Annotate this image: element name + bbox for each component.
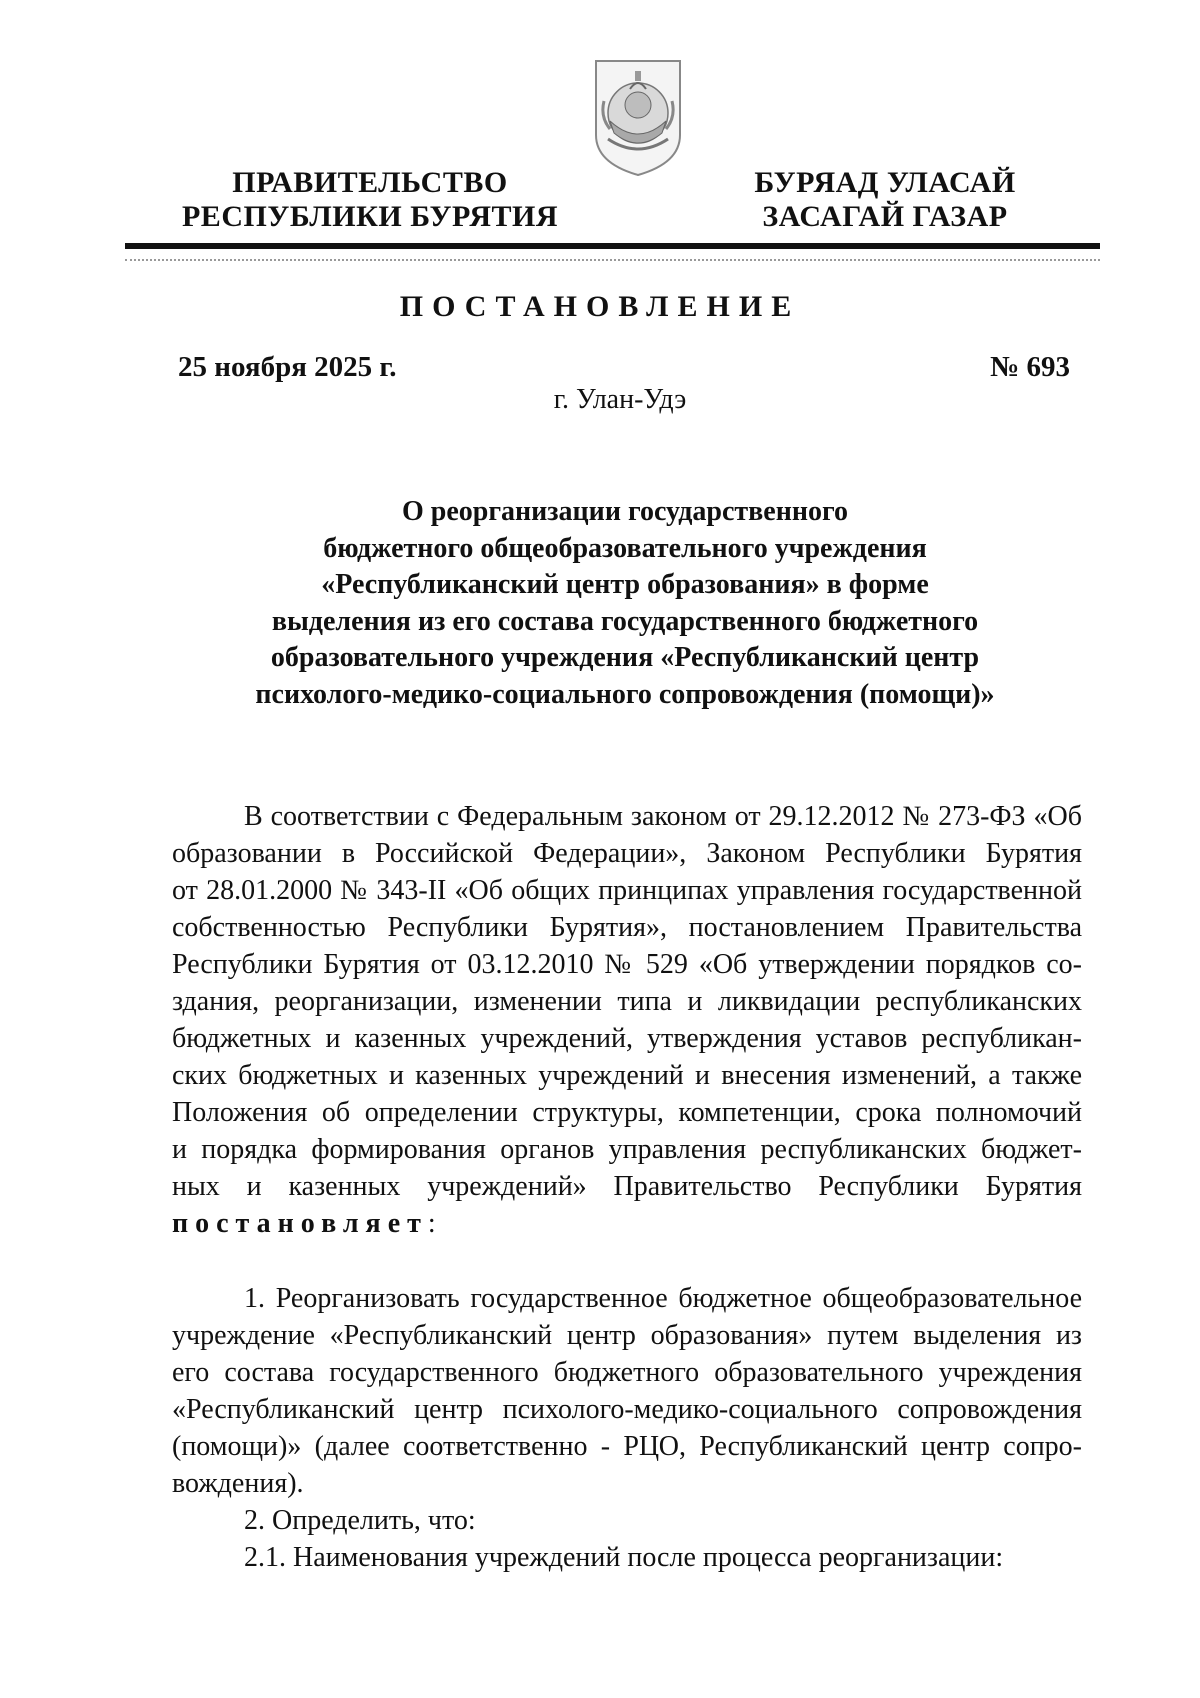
org-name-russian [160,166,580,234]
preamble-line: от 28.01.2000 № 343-II «Об общих принципах управления государственной [172,875,1082,906]
preamble-line: ских бюджетных и казенных учреждений и внесения изменений, а также [172,1060,1082,1091]
clause-1 [172,1280,1082,1502]
clause-line: 2.1. Наименования учреждений после процесса реорганизации: [244,1542,1004,1573]
org-name-line: ЗАСАГАЙ ГАЗАР [762,200,1008,233]
clause-2 [172,1502,1082,1539]
coat-of-arms-icon [590,55,686,179]
subject-line: бюджетного общеобразовательного учреждения [323,532,927,564]
preamble-line: здания, реорганизации, изменении типа и ликвидации республиканских [172,986,1082,1017]
clause-line: 2. Определить, что: [244,1505,476,1536]
document-number: № 693 [990,351,1070,383]
document-city: г. Улан-Удэ [553,384,687,415]
preamble-line: Положения об определении структуры, компетенции, срока полномочий [172,1097,1082,1128]
subject-line: О реорганизации государственного [401,496,849,527]
subject-line: выделения из его состава государственного бюджетного [271,605,979,637]
clause-line: вождения). [172,1468,304,1499]
subject-line: «Республиканский центр образования» в форме [321,569,929,600]
clause-line: его состава государственного бюджетного образовательного учреждения [172,1357,1082,1388]
preamble-line: и порядка формирования органов управления республиканских бюджет- [172,1134,1082,1165]
subject-line: образовательного учреждения «Республиканский центр [270,642,980,673]
org-name-line: РЕСПУБЛИКИ БУРЯТИЯ [181,200,559,233]
preamble-line: Республики Бурятия от 03.12.2010 № 529 «Об утверждении порядков со- [172,949,1082,980]
header-divider-thick [125,243,1100,249]
org-name-buryat [730,166,1040,234]
preamble-line: образовании в Российской Федерации», Законом Республики Бурятия [172,838,1082,869]
preamble-line: собственностью Республики Бурятия», постановлением Правительства [172,912,1082,943]
resolves-line [172,1205,1082,1242]
clause-line: 1. Реорганизовать государственное бюджетное общеобразовательное [244,1283,1082,1314]
document-type-title: ПОСТАНОВЛЕНИЕ [399,290,801,323]
preamble-paragraph [172,798,1082,1242]
document-subject [225,494,1025,713]
clause-line: учреждение «Республиканский центр образования» путем выделения из [172,1320,1082,1351]
header-divider-thin [125,259,1100,261]
clause-line: (помощи)» (далее соответственно - РЦО, Республиканский центр сопро- [172,1431,1082,1462]
org-name-line: БУРЯАД УЛАСАЙ [754,166,1016,199]
subject-line: психолого-медико-социального сопровождения (помощи)» [255,678,995,710]
clause-2-1 [172,1539,1082,1576]
preamble-line: бюджетных и казенных учреждений, утверждения уставов республикан- [172,1023,1082,1054]
preamble-line: В соответствии с Федеральным законом от 29.12.2012 № 273-ФЗ «Об [244,801,1082,832]
clause-line: «Республиканский центр психолого-медико-социального сопровождения [172,1394,1082,1425]
org-name-line: ПРАВИТЕЛЬСТВО [232,166,508,199]
document-date: 25 ноября 2025 г. [178,351,397,383]
preamble-line: ных и казенных учреждений» Правительство Республики Бурятия [172,1171,1082,1202]
resolves-colon: : [427,1208,436,1239]
resolves-word: постановляет [172,1208,428,1239]
